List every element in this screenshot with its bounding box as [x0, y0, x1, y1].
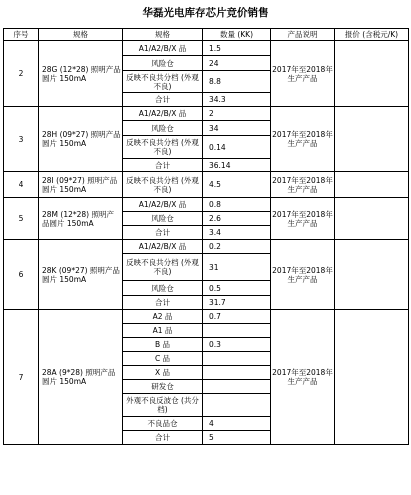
- qty-cell: 2: [203, 107, 271, 121]
- total-label: 合计: [123, 93, 203, 107]
- grade-cell: A1/A2/B/X 品: [123, 41, 203, 56]
- grade-cell: 风险仓: [123, 56, 203, 71]
- grade-cell: C 品: [123, 352, 203, 366]
- qty-cell: 2.6: [203, 212, 271, 226]
- total-label: 合计: [123, 296, 203, 310]
- price-cell[interactable]: [335, 107, 409, 172]
- header-price: 报价 (含税元/K): [335, 29, 409, 41]
- qty-cell: [203, 352, 271, 366]
- row-desc: 2017年至2018年生产产品: [271, 172, 335, 198]
- table-row: [4, 172, 409, 198]
- qty-cell: 0.14: [203, 136, 271, 159]
- qty-cell: 4.5: [203, 172, 271, 198]
- grade-cell: 研发仓: [123, 380, 203, 394]
- row-desc: 2017年至2018年生产产品: [271, 198, 335, 240]
- qty-cell: 24: [203, 56, 271, 71]
- grade-cell: B 品: [123, 338, 203, 352]
- grade-cell: X 品: [123, 366, 203, 380]
- qty-cell: [203, 380, 271, 394]
- row-no: 6: [4, 240, 39, 310]
- qty-cell: 8.8: [203, 71, 271, 93]
- grade-cell: 反映不良共分档 (外观不良): [123, 71, 203, 93]
- qty-cell: [203, 366, 271, 380]
- total-value: 36.14: [203, 159, 271, 172]
- row-spec: 28G (12*28) 照明产品圆片 150mA: [39, 41, 123, 107]
- price-cell[interactable]: [335, 310, 409, 445]
- row-no: 4: [4, 172, 39, 198]
- inventory-table: [3, 28, 409, 445]
- header-no: 序号: [4, 29, 39, 41]
- row-spec: 28A (9*28) 照明产品圆片 150mA: [39, 310, 123, 445]
- qty-cell: 0.2: [203, 240, 271, 254]
- row-no: 5: [4, 198, 39, 240]
- grade-cell: 不良品仓: [123, 417, 203, 431]
- sheet-title: 华磊光电库存芯片竞价销售: [142, 7, 269, 19]
- table-row: [4, 240, 409, 254]
- grade-cell: 风险仓: [123, 281, 203, 296]
- qty-cell: 0.5: [203, 281, 271, 296]
- price-cell[interactable]: [335, 41, 409, 107]
- row-no: 7: [4, 310, 39, 445]
- header-row: [4, 29, 409, 41]
- total-value: 3.4: [203, 226, 271, 240]
- grade-cell: 风险仓: [123, 212, 203, 226]
- qty-cell: [203, 394, 271, 417]
- header-grade: 规格: [123, 29, 203, 41]
- grade-cell: 外观不良反波仓 (共分档): [123, 394, 203, 417]
- price-cell[interactable]: [335, 172, 409, 198]
- row-desc: 2017年至2018年生产产品: [271, 240, 335, 310]
- table-row: [4, 107, 409, 121]
- total-label: 合计: [123, 431, 203, 445]
- total-value: 5: [203, 431, 271, 445]
- header-qty: 数量 (KK): [203, 29, 271, 41]
- grade-cell: A1/A2/B/X 品: [123, 107, 203, 121]
- row-spec: 28I (09*27) 照明产品圆片 150mA: [39, 172, 123, 198]
- price-cell[interactable]: [335, 198, 409, 240]
- row-desc: 2017年至2018年生产产品: [271, 107, 335, 172]
- row-no: 2: [4, 41, 39, 107]
- grade-cell: A1/A2/B/X 品: [123, 240, 203, 254]
- grade-cell: A1 品: [123, 324, 203, 338]
- qty-cell: [203, 324, 271, 338]
- row-desc: 2017年至2018年生产产品: [271, 41, 335, 107]
- grade-cell: 反映不良共分档 (外观不良): [123, 254, 203, 281]
- grade-cell: 反映不良共分档 (外观不良): [123, 172, 203, 198]
- qty-cell: 0.8: [203, 198, 271, 212]
- price-cell[interactable]: [335, 240, 409, 310]
- grade-cell: 反映不良共分档 (外观不良): [123, 136, 203, 159]
- qty-cell: 1.5: [203, 41, 271, 56]
- header-spec: 规格: [39, 29, 123, 41]
- table-row: [4, 310, 409, 324]
- row-spec: 28K (09*27) 照明产品圆片 150mA: [39, 240, 123, 310]
- total-value: 34.3: [203, 93, 271, 107]
- grade-cell: A1/A2/B/X 品: [123, 198, 203, 212]
- row-spec: 28H (09*27) 照明产品圆片 150mA: [39, 107, 123, 172]
- row-spec: 28M (12*28) 照明产品圆片 150mA: [39, 198, 123, 240]
- qty-cell: 4: [203, 417, 271, 431]
- total-label: 合计: [123, 159, 203, 172]
- grade-cell: 风险仓: [123, 121, 203, 136]
- row-desc: 2017年至2018年生产产品: [271, 310, 335, 445]
- qty-cell: 31: [203, 254, 271, 281]
- table-row: [4, 41, 409, 56]
- table-row: [4, 198, 409, 212]
- grade-cell: A2 品: [123, 310, 203, 324]
- qty-cell: 0.7: [203, 310, 271, 324]
- row-no: 3: [4, 107, 39, 172]
- qty-cell: 0.3: [203, 338, 271, 352]
- total-value: 31.7: [203, 296, 271, 310]
- qty-cell: 34: [203, 121, 271, 136]
- total-label: 合计: [123, 226, 203, 240]
- header-desc: 产品说明: [271, 29, 335, 41]
